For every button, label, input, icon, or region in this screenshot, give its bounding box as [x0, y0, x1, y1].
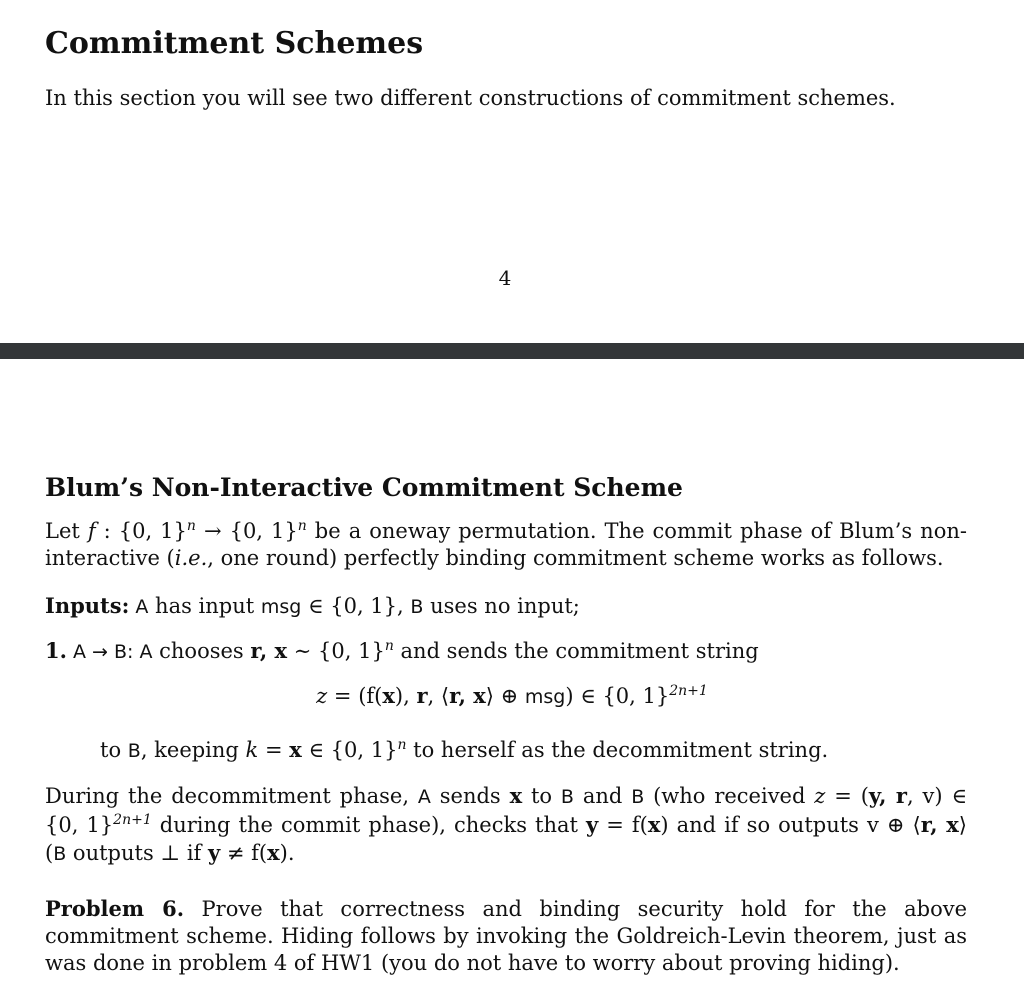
commitment-equation: z = (f(x), r, ⟨r, x⟩ ⊕ msg) ∈ {0, 1}$^{2n+1}$ [316, 683, 708, 708]
step-1: 1. A → B: A chooses r, x ∼ {0, 1}$^n$ and sends the commitment string [45, 638, 759, 663]
page-divider [0, 343, 1024, 359]
page-number: 4 [498, 266, 512, 290]
inputs-line: Inputs: A has input msg ∈ {0, 1}, B uses no input; [45, 593, 580, 618]
decommitment-string-line: to B, keeping k = x ∈ {0, 1}$^n$ to herself as the decommitment string. [100, 737, 829, 762]
section-title: Commitment Schemes [45, 26, 424, 61]
section-intro: In this section you will see two different constructions of commitment schemes. [45, 86, 896, 110]
paragraph-definition: Let f : {0, 1}$^n$ → {0, 1}$^n$ be a oneway permutation. The commit phase of Blum’s non-interactive (i.e., one round) perfectly binding commitment scheme works as follows. [45, 518, 967, 570]
paragraph-decommitment: During the decommitment phase, A sends x to B and B (who received z = (y, r, v) ∈ {0, 1}$^{2n+1}$ during the commit phase), checks that y = f(x) and if so outputs v ⊕ ⟨r, x⟩ (B outputs ⊥ if y ≠ f(x). [45, 783, 967, 865]
problem-6: Problem 6. Prove that correctness and binding security hold for the above commitment scheme. Hiding follows by invoking the Goldreich-Levin theorem, just as was done in problem 4 of HW1 (you do not have to worry about proving hiding). [45, 896, 968, 975]
subsection-title: Blum’s Non-Interactive Commitment Scheme [45, 473, 683, 502]
